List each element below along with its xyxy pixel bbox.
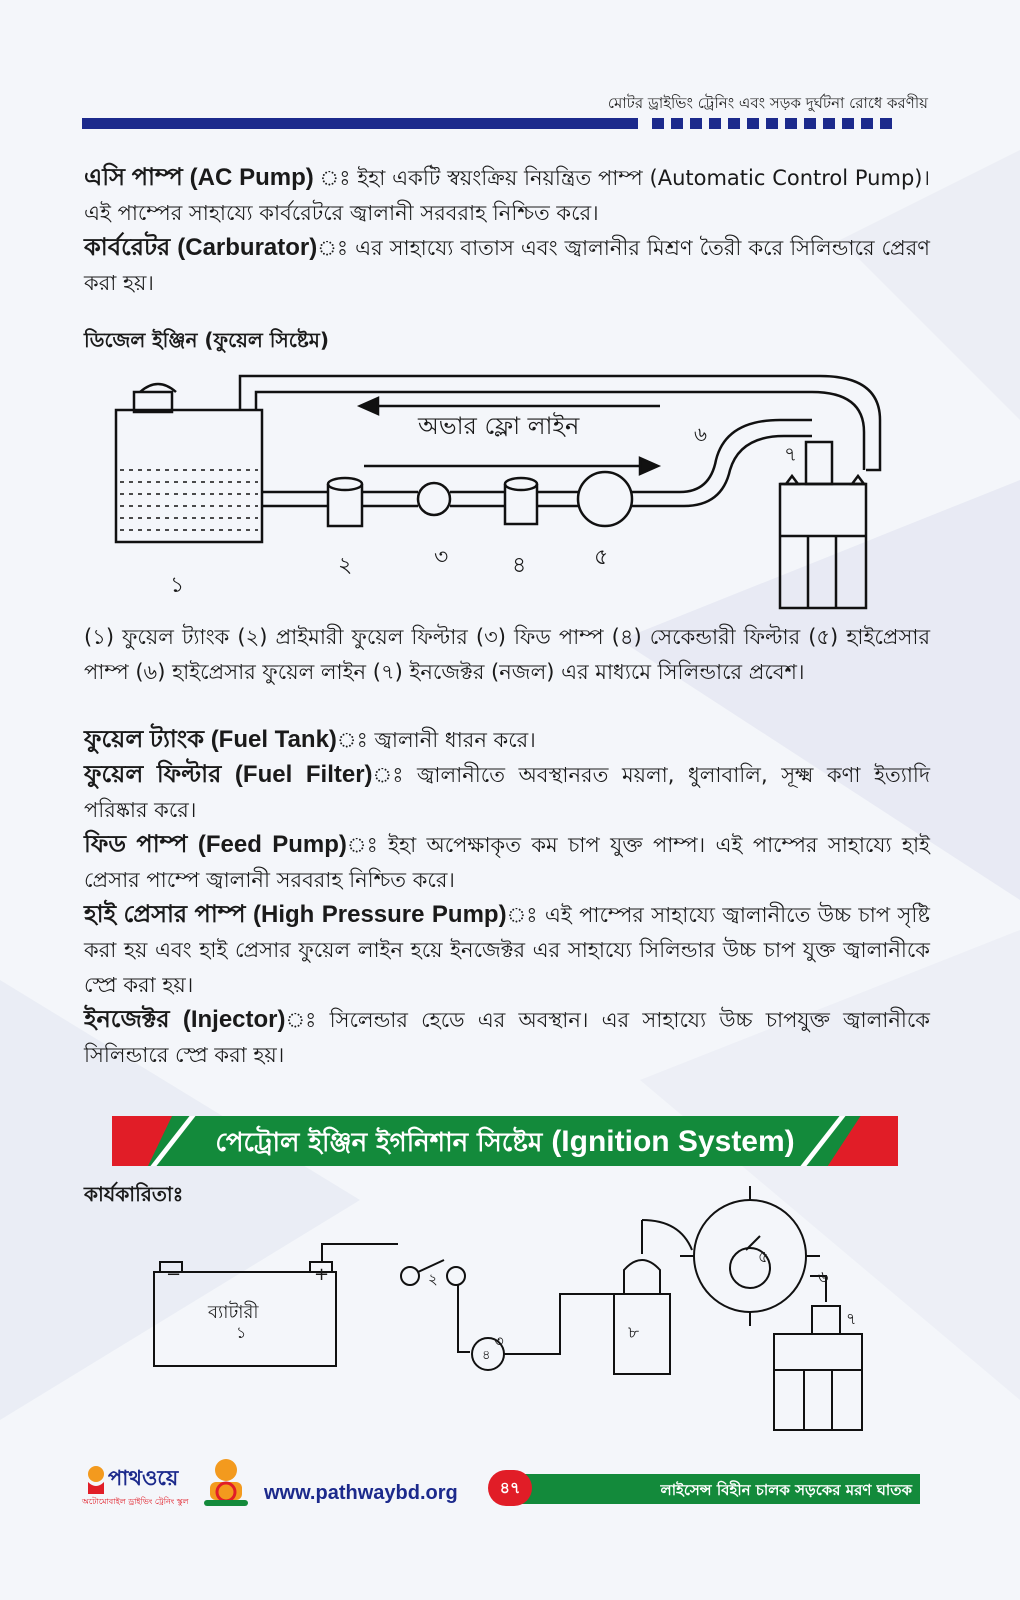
def-injector-en: (Injector) (182, 1006, 286, 1033)
def-fuel-filter-en: (Fuel Filter) (234, 761, 373, 788)
diesel-num-2: ২ (338, 553, 353, 578)
ac-pump-term: এসি পাম্প (84, 164, 183, 191)
def-fuel-tank-en: (Fuel Tank) (210, 726, 337, 753)
battery-minus: − (166, 1264, 182, 1285)
ignition-num-4: ৪ (482, 1348, 491, 1363)
battery-plus: + (314, 1264, 330, 1285)
ignition-num-7: ৭ (846, 1309, 857, 1328)
diesel-num-6: ৬ (694, 422, 708, 446)
ignition-title-bn: পেট্রোল ইঞ্জিন ইগনিশান সিষ্টেম (215, 1128, 552, 1158)
running-header: মোটর ড্রাইভিং ট্রেনিং এবং সড়ক দুর্ঘটনা রোধে করণীয় (607, 94, 928, 112)
carburator-term: কার্বরেটর (84, 234, 171, 261)
ac-pump-text: ঃ ইহা একটি স্বয়ংক্রিয় নিয়ন্ত্রিত পাম্প (Automatic Control Pump)। এই পাম্পের সাহায্যে কার্বরেটরে জ্বালানী সরবরাহ নিশ্চিত করে। (84, 166, 930, 225)
ignition-heading: কার্যকারিতাঃ (84, 1182, 184, 1206)
def-injector-text: ঃ সিলেন্ডার হেডে এর অবস্থান। এর সাহায্যে উচ্চ চাপযুক্ত জ্বালানীকে সিলিন্ডারে স্প্রে করা হয়। (84, 1008, 931, 1067)
def-feed-pump-term: ফিড পাম্প (84, 831, 188, 858)
brand-tagline: অটোমোবাইল ড্রাইভিং ট্রেনিং স্কুল (82, 1497, 189, 1506)
def-fuel-filter-term: ফুয়েল ফিল্টার (84, 761, 222, 788)
footer-slogan: লাইসেন্স বিহীন চালক সড়কের মরণ ঘাতক (660, 1481, 912, 1499)
diesel-num-7: ৭ (784, 442, 798, 466)
diesel-num-1: ১ (170, 573, 185, 598)
page-number: ৪৭ (488, 1470, 532, 1506)
ignition-title-en: (Ignition System) (551, 1125, 795, 1158)
def-feed-pump-en: (Feed Pump) (197, 831, 347, 858)
ignition-num-8: ৮ (628, 1323, 640, 1343)
ignition-num-2: ২ (428, 1270, 438, 1288)
diesel-num-4: ৪ (512, 553, 527, 578)
def-hp-pump-text: ঃ এই পাম্পের সাহায্যে জ্বালানীতে উচ্চ চাপ সৃষ্টি করা হয় এবং হাই প্রেসার ফুয়েল লাইন হয়ে ইনজেক্টর এর সাহায্যে সিলিন্ডার উচ্চ চাপ যুক্ত জ্বালানীকে স্প্রে করা হয়। (84, 903, 930, 997)
carburator-term-en: (Carburator) (177, 234, 318, 261)
diesel-num-3: ৩ (434, 545, 449, 570)
def-fuel-tank-term: ফুয়েল ট্যাংক (84, 726, 204, 753)
def-fuel-filter-text: ঃ জ্বালানীতে অবস্থানরত ময়লা, ধুলাবালি, সূক্ষ্ম কণা ইত্যাদি পরিষ্কার করে। (84, 763, 930, 822)
ac-pump-term-en: (AC Pump) (189, 164, 314, 191)
brand-name: পাথওয়ে (108, 1466, 179, 1490)
website-url[interactable]: www.pathwaybd.org (264, 1482, 458, 1504)
diesel-caption: (১) ফুয়েল ট্যাংক (২) প্রাইমারী ফুয়েল ফিল্টার (৩) ফিড পাম্প (৪) সেকেন্ডারী ফিল্টার (৫) হাইপ্রেসার পাম্প (৬) হাইপ্রেসার ফুয়েল লাইন (৭) ইনজেক্টর (নজল) এর মাধ্যমে সিলিন্ডারে প্রবেশ। (84, 625, 930, 684)
ignition-num-6: ৬ (818, 1267, 829, 1286)
ignition-num-1: ১ (236, 1323, 247, 1342)
driver-mascot-icon (198, 1456, 254, 1508)
carburator-text: ঃ এর সাহায্যে বাতাস এবং জ্বালানীর মিশ্রণ তৈরী করে সিলিন্ডারে প্রেরণ করা হয়। (84, 236, 930, 295)
def-fuel-tank-text: ঃ জ্বালানী ধারন করে। (336, 728, 536, 752)
battery-label: ব্যাটারী (208, 1302, 259, 1323)
def-hp-pump-en: (High Pressure Pump) (253, 901, 507, 928)
ignition-num-5: ৫ (758, 1247, 769, 1266)
def-feed-pump-text: ঃ ইহা অপেক্ষাকৃত কম চাপ যুক্ত পাম্প। এই পাম্পের সাহায্যে হাই প্রেসার পাম্পে জ্বালানী সরবরাহ নিশ্চিত করে। (84, 833, 930, 892)
def-hp-pump-term: হাই প্রেসার পাম্প (84, 901, 246, 928)
def-injector-term: ইনজেক্টর (84, 1006, 170, 1033)
overflow-line-label: অভার ফ্লো লাইন (418, 412, 580, 440)
diesel-num-5: ৫ (594, 545, 609, 570)
diesel-heading: ডিজেল ইঞ্জিন (ফুয়েল সিষ্টেম) (84, 328, 329, 352)
ignition-num-3: ৩ (494, 1332, 504, 1350)
